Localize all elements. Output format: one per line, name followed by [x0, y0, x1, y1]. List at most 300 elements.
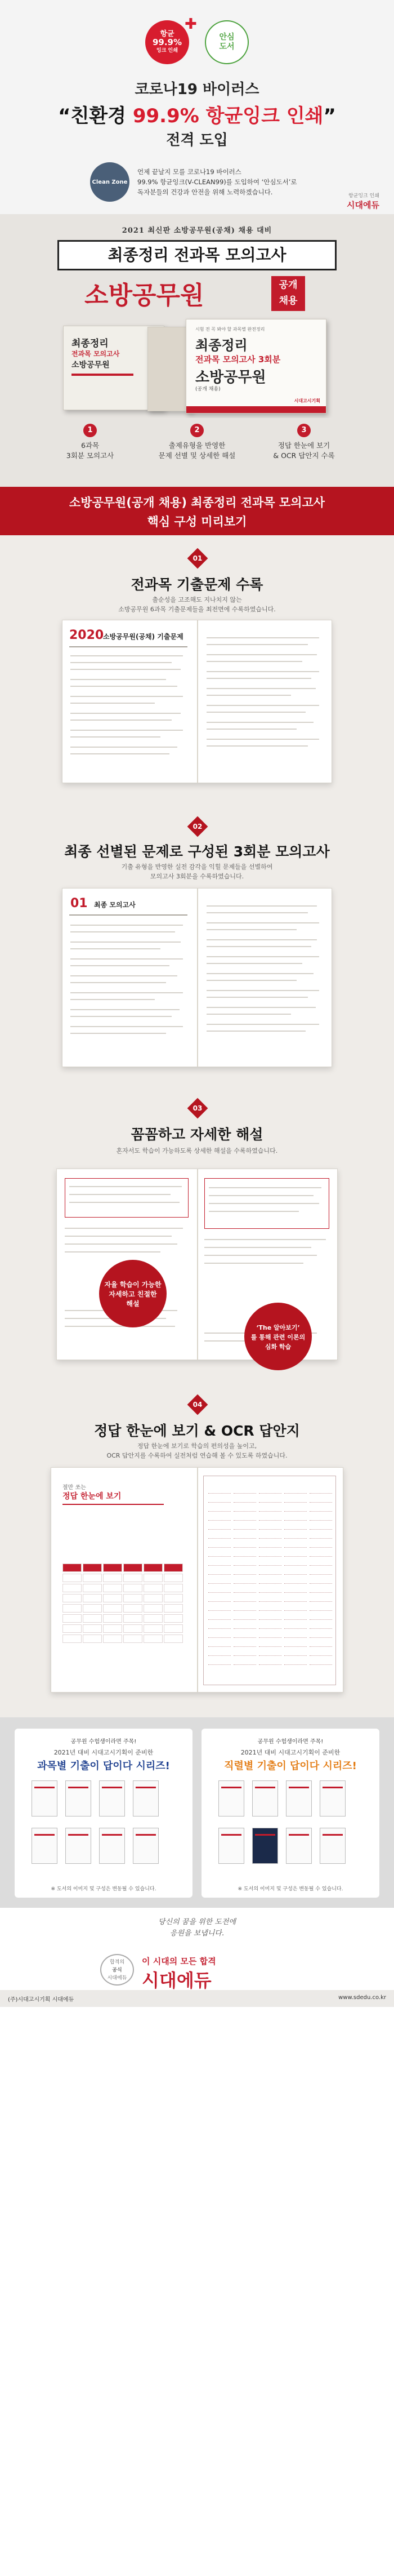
text-line	[207, 990, 319, 991]
text-line	[204, 1247, 311, 1248]
book-front-cover	[186, 319, 326, 414]
text-line	[207, 644, 308, 645]
answer-cell	[103, 1594, 122, 1602]
ocr-bubble-row	[208, 1583, 231, 1587]
callout-line: 를 통해 관련 이론의	[250, 1334, 306, 1341]
hero-title-main: 소방공무원	[84, 281, 204, 310]
text-line	[70, 1009, 180, 1010]
desc-line: 독자분들의 건강과 안전을 위해 노력하겠습니다.	[137, 188, 273, 196]
mini-book	[252, 1780, 278, 1816]
ocr-bubble-row	[310, 1538, 332, 1542]
text-line	[65, 1228, 183, 1229]
ocr-bubble-row	[259, 1502, 281, 1505]
text-line	[70, 713, 181, 714]
text-line	[207, 1024, 319, 1025]
ocr-bubble-row	[284, 1655, 307, 1659]
book-front-title: 최종정리	[195, 337, 248, 353]
brand-small-text: 항균잉크 인쇄	[348, 193, 379, 199]
mini-book	[65, 1828, 91, 1864]
point-03-section	[0, 1084, 394, 1383]
ocr-bubble-row	[208, 1610, 231, 1614]
footer-message	[0, 1917, 394, 1939]
text-line	[70, 965, 169, 966]
text-line	[70, 958, 183, 960]
answer-cell	[144, 1614, 163, 1623]
ocr-bubble-row	[234, 1520, 256, 1524]
ocr-bubble-row	[310, 1637, 332, 1641]
ocr-bubble-row	[284, 1664, 307, 1668]
text-line	[70, 992, 183, 993]
series-line2: 직렬별 기출이 답이다 시리즈!	[224, 1760, 357, 1772]
ocr-bubble-row	[310, 1619, 332, 1623]
text-line	[209, 1195, 314, 1196]
ocr-bubble-row	[208, 1574, 231, 1578]
ocr-bubble-row	[284, 1583, 307, 1587]
feature-row	[0, 418, 394, 487]
point-number: 04	[192, 1401, 203, 1409]
ocr-bubble-row	[208, 1529, 231, 1533]
ocr-bubble-row	[259, 1574, 281, 1578]
ocr-bubble-row	[259, 1628, 281, 1632]
point-02-section	[0, 802, 394, 1084]
answer-cell	[164, 1584, 183, 1592]
text-line	[207, 705, 319, 706]
ocr-bubble-row	[234, 1655, 256, 1659]
book-front-name: 소방공무원	[195, 369, 266, 386]
text-line	[70, 1026, 183, 1027]
series-promo	[0, 1717, 394, 1908]
badge-a-line3: 잉크 인쇄	[156, 47, 178, 54]
book-spread-preview	[62, 888, 332, 1067]
callout-line: 자율 학습이 가능한	[104, 1281, 162, 1289]
ocr-bubble-row	[310, 1520, 332, 1524]
ocr-bubble-row	[208, 1637, 231, 1641]
ocr-bubble-row	[208, 1493, 231, 1496]
ocr-bubble-row	[284, 1502, 307, 1505]
clean-zone-description	[137, 167, 329, 197]
antibacterial-badge	[145, 20, 189, 64]
ocr-bubble-row	[284, 1511, 307, 1514]
tag-line: 채용	[279, 295, 298, 307]
ocr-bubble-row	[234, 1637, 256, 1641]
text-line	[65, 1243, 177, 1245]
mini-book	[286, 1780, 312, 1816]
text-line	[70, 679, 166, 680]
ocr-bubble-row	[259, 1664, 281, 1668]
text-line	[207, 912, 308, 913]
text-line	[207, 946, 311, 947]
answer-cell	[103, 1614, 122, 1623]
series-head: 공무원 수험생이라면 주목!	[70, 1739, 137, 1745]
ocr-bubble-row	[208, 1628, 231, 1632]
ocr-bubble-row	[284, 1646, 307, 1650]
ocr-bubble-row	[310, 1502, 332, 1505]
mini-book	[252, 1828, 278, 1864]
website-link[interactable]: www.sdedu.co.kr	[338, 1995, 386, 2001]
ocr-bubble-row	[259, 1511, 281, 1514]
spread-gutter	[197, 1468, 198, 1692]
text-line	[207, 745, 308, 747]
series-foot: ※ 도서의 이미지 및 구성은 변동될 수 있습니다.	[238, 1886, 343, 1892]
answer-cell	[103, 1584, 122, 1592]
hero-subtitle: 2021 최신판 소방공무원(공채) 채용 대비	[122, 226, 272, 235]
point-04-section	[0, 1383, 394, 1717]
ocr-bubble-row	[234, 1664, 256, 1668]
hero-section	[0, 214, 394, 418]
point-description	[0, 1146, 394, 1156]
book-front-sub: 전과목 모의고사 3회분	[195, 354, 281, 365]
point-number: 03	[192, 1104, 203, 1112]
text-line	[207, 1014, 291, 1015]
badge-b-line1: 안심	[219, 33, 235, 42]
page-heading: 소방공무원(공채) 기출문제	[103, 633, 183, 641]
series-card	[15, 1729, 192, 1898]
rule-line	[62, 1504, 164, 1505]
ocr-bubble-row	[259, 1547, 281, 1551]
ocr-bubble-row	[234, 1538, 256, 1542]
answer-cell	[123, 1584, 142, 1592]
point-title: 정답 한눈에 보기 & OCR 답안지	[94, 1423, 300, 1439]
text-line	[70, 686, 177, 687]
ocr-bubble-row	[259, 1583, 281, 1587]
point-number-badge	[187, 816, 208, 837]
answer-sheet-spread	[51, 1467, 343, 1693]
ocr-bubble-row	[208, 1502, 231, 1505]
mini-book	[320, 1780, 346, 1816]
seal-line: 합격의	[109, 1960, 125, 1965]
desc-line: 출순성을 고조해도 지나치지 않는	[152, 596, 242, 603]
book-front-tag: (공개 채용)	[195, 387, 221, 392]
ocr-bubble-row	[310, 1583, 332, 1587]
ocr-bubble-row	[259, 1592, 281, 1596]
feature-number: 2	[190, 424, 204, 437]
mini-book	[99, 1828, 125, 1864]
text-line	[209, 1211, 299, 1212]
spread-gutter	[197, 889, 198, 1067]
ocr-bubble-row	[208, 1601, 231, 1605]
series-line1: 2021년 대비 시대고시기획이 준비한	[240, 1749, 341, 1756]
ocr-bubble-row	[310, 1493, 332, 1496]
feature-line: 출제유형을 반영한	[168, 441, 226, 450]
explanation-box	[65, 1178, 189, 1218]
corona-headline-3: 전격 도입	[166, 132, 228, 149]
answer-cell	[164, 1635, 183, 1643]
answer-cell	[83, 1614, 102, 1623]
text-line	[70, 703, 155, 704]
answer-cell	[83, 1584, 102, 1592]
point-title: 꼼꼼하고 자세한 해설	[131, 1126, 263, 1143]
text-line	[207, 739, 319, 740]
desc-line: 정답 한눈에 보기로 학습의 편의성을 높이고,	[137, 1442, 257, 1450]
text-line	[204, 1255, 317, 1256]
text-line	[207, 722, 314, 723]
ocr-bubble-row	[310, 1610, 332, 1614]
ocr-bubble-row	[208, 1664, 231, 1668]
footer-message-line: 당신의 꿈을 위한 도전에	[158, 1918, 236, 1926]
text-line	[70, 948, 160, 949]
ocr-bubble-row	[208, 1592, 231, 1596]
text-line	[209, 1187, 321, 1188]
book-back-bar	[71, 374, 133, 376]
spread-gutter	[197, 620, 198, 783]
text-line	[209, 1203, 319, 1204]
point-description	[0, 595, 394, 614]
answer-cell	[83, 1564, 102, 1572]
page-round-label: 01	[70, 896, 88, 911]
ocr-bubble-row	[284, 1547, 307, 1551]
mini-book	[133, 1780, 159, 1816]
hero-tag-open-recruit	[271, 276, 305, 311]
feature-item	[253, 424, 355, 461]
point-title: 최종 선별된 문제로 구성된 3회분 모의고사	[64, 843, 330, 860]
feature-item	[39, 424, 141, 461]
page-year-label: 2020	[69, 628, 104, 642]
text-line	[207, 678, 311, 679]
text-line	[207, 963, 302, 964]
text-line	[207, 997, 308, 998]
footer-slogan	[0, 1908, 394, 1990]
text-line	[70, 736, 160, 738]
answer-cell	[62, 1584, 82, 1592]
ocr-bubble-row	[259, 1520, 281, 1524]
ocr-bubble-row	[284, 1574, 307, 1578]
ocr-bubble-row	[284, 1637, 307, 1641]
ocr-bubble-row	[310, 1529, 332, 1533]
text-line	[207, 905, 317, 907]
answer-cell	[123, 1624, 142, 1633]
footer-message-line: 응원을 보냅니다.	[169, 1929, 225, 1938]
ocr-bubble-row	[208, 1511, 231, 1514]
official-seal	[100, 1954, 134, 1986]
ocr-bubble-row	[259, 1646, 281, 1650]
desc-line: OCR 답안지를 수록하여 실전처럼 연습해 볼 수 있도록 하였습니다.	[106, 1452, 288, 1459]
ocr-bubble-row	[208, 1655, 231, 1659]
callout-theory	[244, 1303, 312, 1370]
badge-b-line2: 도서	[219, 42, 235, 51]
book-back-title: 최종정리	[71, 338, 109, 349]
answer-cell	[144, 1564, 163, 1572]
text-line	[70, 931, 175, 932]
text-line	[70, 941, 181, 943]
ocr-bubble-row	[259, 1610, 281, 1614]
text-line	[207, 956, 319, 957]
text-line	[70, 982, 166, 983]
seal-line: 공식	[112, 1967, 122, 1973]
corona-headline-2	[0, 100, 394, 128]
preview-title-bar	[0, 487, 394, 535]
point-description	[0, 862, 394, 881]
ocr-bubble-row	[284, 1520, 307, 1524]
series-line1: 2021년 대비 시대고시기획이 준비한	[53, 1749, 154, 1756]
ocr-bubble-row	[208, 1520, 231, 1524]
badge-a-line2: 99.9%	[152, 37, 182, 47]
answer-cell	[123, 1564, 142, 1572]
ocr-bubble-row	[310, 1556, 332, 1560]
footer-brand: 시대에듀	[142, 1970, 212, 1990]
answer-grid	[62, 1564, 186, 1648]
preview-title-2: 핵심 구성 미리보기	[147, 515, 247, 528]
ocr-bubble-row	[234, 1601, 256, 1605]
answer-cell	[103, 1574, 122, 1582]
book-back-name: 소방공무원	[71, 361, 110, 370]
point-number-badge	[187, 1098, 208, 1119]
answer-cell	[123, 1604, 142, 1613]
text-line	[207, 980, 297, 981]
plus-icon: ✚	[185, 16, 197, 33]
series-foot: ※ 도서의 이미지 및 구성은 변동될 수 있습니다.	[51, 1886, 156, 1892]
hero-title-box: 최종정리 전과목 모의고사	[57, 240, 337, 270]
point-number: 02	[192, 823, 203, 830]
text-line	[207, 1007, 316, 1008]
callout-line: ‘The 알아보기’	[256, 1324, 300, 1331]
spread-gutter	[197, 1169, 198, 1360]
desc-line: 기출 유형을 반영한 실전 감각을 익힐 문제들을 선별하여	[121, 863, 273, 870]
mini-book	[99, 1780, 125, 1816]
corona-headline-1: 코로나19 바이러스	[135, 81, 259, 98]
mini-book	[133, 1828, 159, 1864]
ocr-bubble-row	[310, 1511, 332, 1514]
ocr-bubble-row	[234, 1547, 256, 1551]
answer-cell	[144, 1594, 163, 1602]
callout-line: 자세하고 친절한	[109, 1290, 157, 1298]
bottom-bar	[0, 1990, 394, 2007]
text-line	[207, 729, 297, 730]
answer-cell	[164, 1604, 183, 1613]
answer-cell	[144, 1624, 163, 1633]
ocr-bubble-row	[310, 1646, 332, 1650]
ocr-bubble-row	[284, 1538, 307, 1542]
text-line	[70, 655, 183, 656]
text-line	[207, 661, 302, 662]
ocr-bubble-row	[259, 1538, 281, 1542]
headline2-post: ”	[323, 105, 336, 127]
series-line2: 과목별 기출이 답이다 시리즈!	[37, 1760, 170, 1772]
callout-explanation	[99, 1260, 167, 1327]
text-line	[70, 747, 177, 748]
answer-cell	[103, 1635, 122, 1643]
answer-cell	[83, 1635, 102, 1643]
ocr-bubble-row	[234, 1574, 256, 1578]
answer-cell	[144, 1584, 163, 1592]
publisher-name: (주)시대고시기획 시대에듀	[8, 1997, 74, 2003]
series-head: 공무원 수험생이라면 주목!	[257, 1739, 324, 1745]
text-line	[204, 1263, 303, 1264]
ocr-bubble-row	[234, 1646, 256, 1650]
ocr-bubble-row	[284, 1565, 307, 1569]
text-line	[70, 730, 183, 731]
ocr-bubble-row	[284, 1556, 307, 1560]
page-heading: 최종 모의고사	[94, 901, 136, 909]
text-line	[207, 939, 317, 940]
rule-line	[69, 914, 187, 916]
feature-number: 1	[83, 424, 97, 437]
answer-cell	[164, 1614, 183, 1623]
answer-cell	[62, 1604, 82, 1613]
ocr-bubble-row	[234, 1610, 256, 1614]
ocr-bubble-row	[208, 1619, 231, 1623]
ocr-bubble-row	[259, 1601, 281, 1605]
ocr-bubble-row	[310, 1592, 332, 1596]
mini-book	[65, 1780, 91, 1816]
headline2-red: 99.9% 항균잉크 인쇄	[132, 105, 324, 127]
brand-logo	[347, 192, 379, 211]
ocr-bubble-row	[234, 1619, 256, 1623]
text-line	[204, 1239, 326, 1240]
mini-book	[218, 1828, 244, 1864]
feature-line: 6과목	[80, 441, 100, 450]
point-title: 전과목 기출문제 수록	[131, 576, 263, 593]
ocr-bubble-row	[259, 1637, 281, 1641]
text-line	[65, 1251, 160, 1253]
sheet-title-small: 절만 쏘는	[62, 1485, 86, 1491]
text-line	[207, 712, 306, 713]
desc-line: 언제 끝날지 모를 코로나19 바이러스	[137, 168, 241, 176]
answer-cell	[103, 1624, 122, 1633]
ocr-bubble-row	[284, 1628, 307, 1632]
text-line	[207, 973, 314, 974]
answer-cell	[164, 1594, 183, 1602]
answer-cell	[83, 1574, 102, 1582]
text-line	[207, 671, 319, 672]
corona-banner	[0, 0, 394, 214]
text-line	[207, 637, 319, 638]
answer-cell	[62, 1594, 82, 1602]
point-number-badge	[187, 548, 208, 569]
desc-line: 혼자서도 학습이 가능하도록 상세한 해설을 수록하였습니다.	[116, 1147, 278, 1154]
ocr-bubble-row	[259, 1529, 281, 1533]
text-line	[69, 1186, 182, 1187]
rule-line	[69, 646, 187, 647]
mini-book	[320, 1828, 346, 1864]
point-number-badge	[187, 1394, 208, 1415]
answer-cell	[123, 1594, 142, 1602]
text-line	[207, 688, 316, 689]
ocr-answer-sheet	[203, 1476, 336, 1685]
feature-item	[146, 424, 248, 461]
mini-book	[218, 1780, 244, 1816]
point-number: 01	[192, 554, 203, 562]
ocr-bubble-row	[234, 1502, 256, 1505]
tag-line: 공개	[279, 279, 298, 291]
mini-book	[32, 1780, 57, 1816]
ocr-bubble-row	[310, 1601, 332, 1605]
ocr-bubble-row	[284, 1529, 307, 1533]
text-line	[65, 1236, 172, 1237]
text-line	[70, 719, 172, 721]
text-line	[70, 753, 169, 754]
footer-tagline: 이 시대의 모든 합격	[142, 1956, 216, 1966]
ocr-bubble-row	[208, 1556, 231, 1560]
book-spread-preview	[62, 620, 332, 783]
text-line	[69, 1194, 171, 1195]
text-line	[70, 669, 181, 670]
series-card	[202, 1729, 379, 1898]
text-line	[70, 975, 177, 976]
book-front-publisher: 시대고시기획	[294, 398, 320, 403]
ocr-bubble-row	[259, 1565, 281, 1569]
text-line	[70, 925, 183, 926]
book-back-sub: 전과목 모의고사	[71, 350, 120, 358]
answer-cell	[83, 1594, 102, 1602]
ocr-bubble-row	[284, 1493, 307, 1496]
desc-line: 소방공무원 6과목 기출문제들을 최전면에 수록하였습니다.	[118, 606, 276, 613]
feature-line: 문제 선별 및 상세한 해설	[158, 451, 236, 460]
text-line	[69, 1202, 180, 1203]
preview-title-1: 소방공무원(공개 채용) 최종정리 전과목 모의고사	[69, 496, 325, 509]
answer-cell	[164, 1574, 183, 1582]
book-front-top: 시험 전 꼭 봐야 할 과목별 완전정리	[195, 327, 265, 332]
ocr-bubble-row	[234, 1556, 256, 1560]
